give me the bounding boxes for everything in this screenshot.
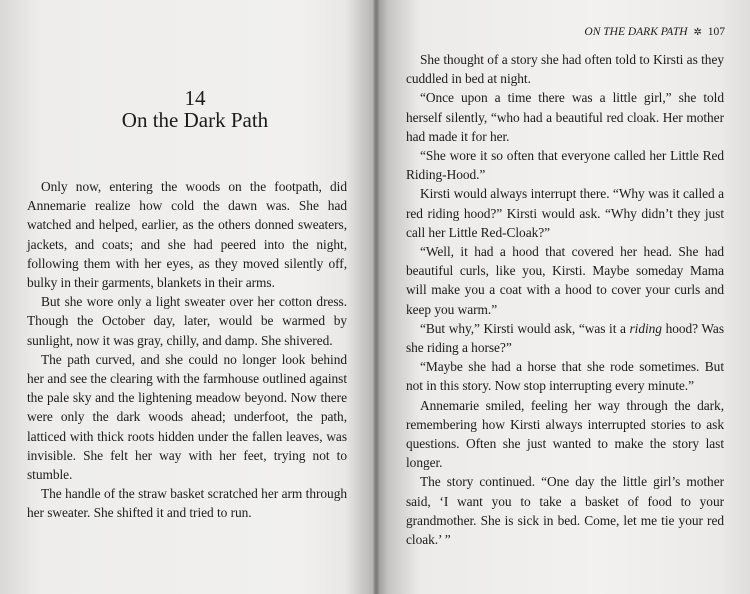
paragraph: But she wore only a light sweater over her cotton dress. Though the October day, later, would be warmed by sunlight, now it was gray, chilly, and damp. She shivered.: [27, 294, 347, 348]
paragraph: The handle of the straw basket scratched her arm through her sweater. She shifted it and tried to run.: [27, 486, 347, 521]
paragraph: Only now, entering the woods on the footpath, did Annemarie realize how cold the dawn was. She had watched and helped, earlier, as the others donned sweaters, jackets, and coats; and she had peered into the night, following them with her eyes, as they moved silently off, bulky in their garments, blankets in their arms.: [27, 179, 347, 291]
left-page-body: [27, 177, 347, 523]
paragraph: Annemarie smiled, feeling her way through the dark, remembering how Kirsti always interrupted stories to ask questions. Often she just wanted to make the story last longer.: [406, 397, 724, 471]
paragraph: “Maybe she had a horse that she rode sometimes. But not in this story. Now stop interrupting every minute.”: [406, 359, 724, 394]
paragraph: She thought of a story she had often told to Kirsti as they cuddled in bed at night.: [406, 52, 724, 87]
paragraph: “Well, it had a hood that covered her head. She had beautiful curls, like you, Kirsti. Maybe someday Mama will make you a coat with a hood to cover your curls and keep you warm.”: [406, 244, 724, 317]
paragraph-text: “But why,” Kirsti would ask, “was it a: [420, 320, 630, 336]
paragraph: [406, 319, 724, 357]
paragraph: “Once upon a time there was a little girl,” she told herself silently, “who had a beautiful red cloak. Her mother had made it for her.: [406, 90, 724, 144]
chapter-title: On the Dark Path: [121, 108, 269, 132]
running-head-title: ON THE DARK PATH: [584, 26, 688, 38]
chapter-number: 14: [184, 86, 206, 110]
paragraph: The story continued. “One day the little girl’s mother said, ‘I want you to take a basket of food to your grandmother. She is sick in bed. Come, let me tie your red cloak.’ ”: [406, 474, 724, 548]
running-head: [584, 25, 725, 40]
paragraph: “She wore it so often that everyone called her Little Red Riding-Hood.”: [406, 148, 724, 183]
emphasized-word: riding: [629, 320, 662, 336]
running-head-ornament: ✲: [693, 27, 702, 38]
right-page: [379, 0, 750, 594]
paragraph: The path curved, and she could no longer look behind her and see the clearing with the farmhouse outlined against the pale sky and the lightening meadow beyond. Now there were only the dark woods ahead; underfoot, the path, latticed with thick roots hidden under the fallen leaves, was invisible. She felt her way with her feet, trying not to stumble.: [27, 351, 347, 483]
right-page-body: [406, 50, 724, 549]
paragraph: Kirsti would always interrupt there. “Why was it called a red riding hood?” Kirsti would ask. “Why didn’t they just call her Little Red-Cloak?”: [406, 186, 724, 240]
paragraph-text: hood? Was she riding a horse?”: [406, 320, 724, 356]
page-number: 107: [707, 26, 725, 38]
